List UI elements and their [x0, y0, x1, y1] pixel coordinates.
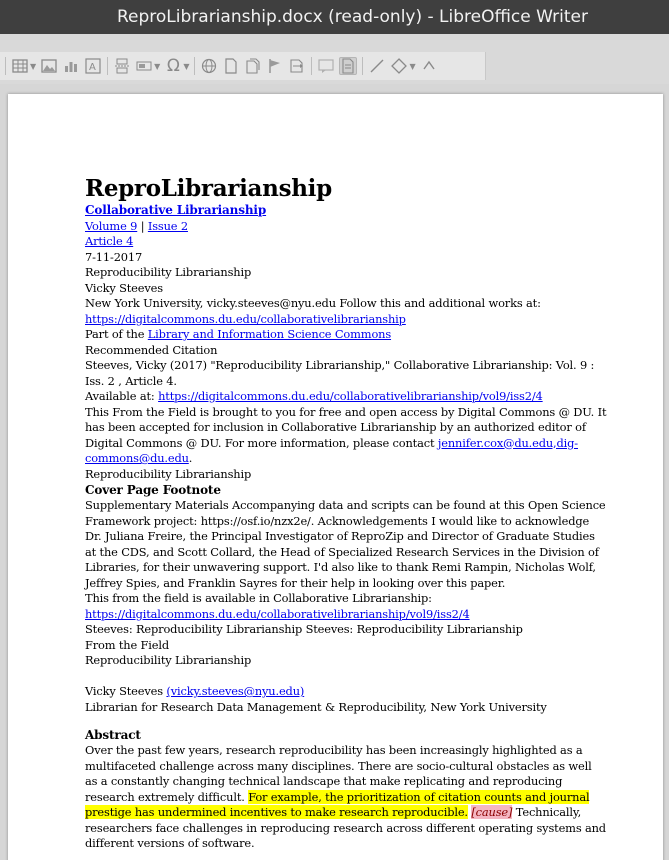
empty-paragraph [85, 715, 591, 727]
document-body[interactable] [85, 174, 607, 852]
author-role: Librarian for Research Data Management & Reproducibility, New York University [85, 699, 547, 714]
special-character-dropdown-icon[interactable]: ▼ [183, 61, 190, 71]
contact-end: . [188, 451, 193, 465]
chart-icon[interactable] [62, 57, 80, 75]
cover-footnote-heading: Cover Page Footnote [85, 483, 221, 497]
window-title: ReproLibrarianship.docx (read-only) - LibreOffice Writer [116, 7, 589, 27]
available-at-line [85, 389, 591, 405]
article-link[interactable]: Article 4 [85, 234, 134, 248]
empty-paragraph [85, 669, 591, 685]
footnote-line: Dr. Juliana Freire, the Principal Investigator of ReproZip and Director of Graduate Studies [85, 529, 595, 543]
part-of-line [85, 327, 591, 343]
page-break-icon[interactable] [113, 57, 131, 75]
short-title: Reproducibility Librarianship [85, 653, 252, 667]
field-url-link[interactable]: https://digitalcommons.du.edu/collaborativelibrarianship/vol9/iss2/4 [85, 606, 470, 621]
author-line [85, 684, 591, 700]
window-titlebar [0, 0, 669, 34]
textbox-icon[interactable] [84, 57, 102, 75]
toolbar-separator [362, 57, 363, 75]
toolbar-separator [5, 57, 6, 75]
endnote-icon[interactable] [244, 57, 262, 75]
document-title: ReproLibrarianship [85, 175, 332, 202]
publication-date: 7-11-2017 [85, 249, 143, 264]
image-icon[interactable] [40, 57, 58, 75]
footnote-line: at the CDS, and Scott Collard, the Head of Specialized Research Services in the Division of [85, 544, 599, 559]
abstract-line: different versions of software. [85, 836, 255, 850]
field-text-line [85, 436, 591, 452]
affiliation-line: New York University, vicky.steeves@nyu.edu Follow this and additional works at: [85, 296, 541, 310]
footnote-line: This from the field is available in Collaborative Librarianship: [85, 591, 432, 605]
footnote-icon[interactable] [222, 57, 240, 75]
short-title: Reproducibility Librarianship [85, 466, 252, 481]
hyperlink-icon[interactable] [200, 57, 218, 75]
field-icon[interactable] [135, 57, 153, 75]
part-of-prefix: Part of the [85, 327, 148, 341]
abstract-text: research extremely difficult. [85, 789, 249, 804]
line-icon[interactable] [368, 57, 386, 75]
field-text-line: This From the Field is brought to you for free and open access by Digital Commons @ DU. It [85, 404, 607, 419]
toolbar-separator [311, 57, 312, 75]
highlighted-text: prestige has undermined incentives to make research reproducible. [85, 805, 468, 819]
highlighted-text: For example, the prioritization of citation counts and journal [248, 789, 590, 804]
track-changes-icon[interactable] [339, 57, 357, 75]
available-prefix: Available at: [85, 389, 159, 403]
draw-functions-icon[interactable] [420, 57, 438, 75]
abstract-line [85, 790, 591, 806]
contact-email-link-cont[interactable]: commons@du.edu [85, 451, 189, 465]
citation-line: Steeves, Vicky (2017) "Reproducibility Librarianship," Collaborative Librarianship: Vol. 9 : [85, 358, 595, 372]
cross-reference-icon[interactable] [288, 57, 306, 75]
insert-toolbar [0, 52, 486, 80]
field-text-line: has been accepted for inclusion in Collaborative Librarianship by an authorized editor of [85, 420, 586, 434]
footnote-line: Supplementary Materials Accompanying data and scripts can be found at this Open Science [85, 498, 606, 512]
bookmark-icon[interactable] [266, 57, 284, 75]
footnote-line: Jeffrey Spies, and Franklin Sayres for their help in looking over this paper. [85, 575, 506, 590]
svg-text:A: A [89, 62, 96, 73]
running-heads: Steeves: Reproducibility Librarianship Steeves: Reproducibility Librarianship [85, 622, 523, 636]
author-name-2: Vicky Steeves [85, 684, 167, 698]
abstract-line [85, 805, 591, 821]
abstract-line: multifaceted challenge across many disciplines. There are socio-cultural obstacles as well [85, 758, 592, 773]
journal-link[interactable]: Collaborative Librarianship [85, 203, 267, 217]
special-character-icon[interactable]: Ω [166, 55, 180, 76]
footnote-line: Framework project: https://osf.io/nzx2e/. Acknowledgements I would like to acknowledge [85, 513, 590, 528]
from-the-field: From the Field [85, 637, 170, 652]
volume-issue-separator: | [137, 218, 148, 233]
works-url-link[interactable]: https://digitalcommons.du.edu/collaborativelibrarianship [85, 311, 406, 326]
contact-line-2 [85, 451, 591, 467]
recommended-citation-label: Recommended Citation [85, 342, 218, 357]
abstract-line: researchers face challenges in reproducing research across different operating systems and [85, 820, 606, 835]
standard-toolbar [0, 34, 669, 84]
toolbar-separator [107, 57, 108, 75]
abstract-line: as a constantly changing technical landscape that make replicating and reproducing [85, 774, 563, 788]
abstract-text: Technically, [512, 805, 582, 819]
shapes-icon[interactable] [390, 57, 408, 75]
available-url-link[interactable]: https://digitalcommons.du.edu/collaborativelibrarianship/vol9/iss2/4 [158, 389, 543, 403]
abstract-heading: Abstract [85, 728, 141, 742]
document-area[interactable] [0, 84, 669, 860]
cause-annotation-tag: [cause] [471, 805, 513, 819]
short-title: Reproducibility Librarianship [85, 265, 252, 279]
document-page[interactable] [8, 94, 663, 860]
contact-email-link[interactable]: jennifer.cox@du.edu,dig- [437, 435, 578, 450]
author-email-link[interactable]: (vicky.steeves@nyu.edu) [166, 684, 305, 698]
shapes-dropdown-icon[interactable]: ▼ [409, 61, 416, 71]
toolbar-separator [194, 57, 195, 75]
footnote-line: Libraries, for their unwavering support. I'd also like to thank Remi Rampin, Nicholas Wolf, [85, 560, 596, 574]
table-dropdown-icon[interactable]: ▼ [30, 61, 37, 71]
abstract-line: Over the past few years, research reproducibility has been increasingly highlighted as a [85, 743, 583, 757]
issue-link[interactable]: Issue 2 [147, 218, 188, 233]
author-name: Vicky Steeves [85, 280, 163, 295]
volume-issue-line [85, 219, 591, 235]
field-text-contact: Digital Commons @ DU. For more information, please contact [85, 435, 438, 450]
comment-icon[interactable] [317, 57, 335, 75]
citation-line: Iss. 2 , Article 4. [85, 373, 177, 388]
volume-link[interactable]: Volume 9 [85, 218, 138, 233]
field-dropdown-icon[interactable]: ▼ [154, 61, 161, 71]
commons-link[interactable]: Library and Information Science Commons [147, 327, 392, 341]
table-icon[interactable] [11, 57, 29, 75]
